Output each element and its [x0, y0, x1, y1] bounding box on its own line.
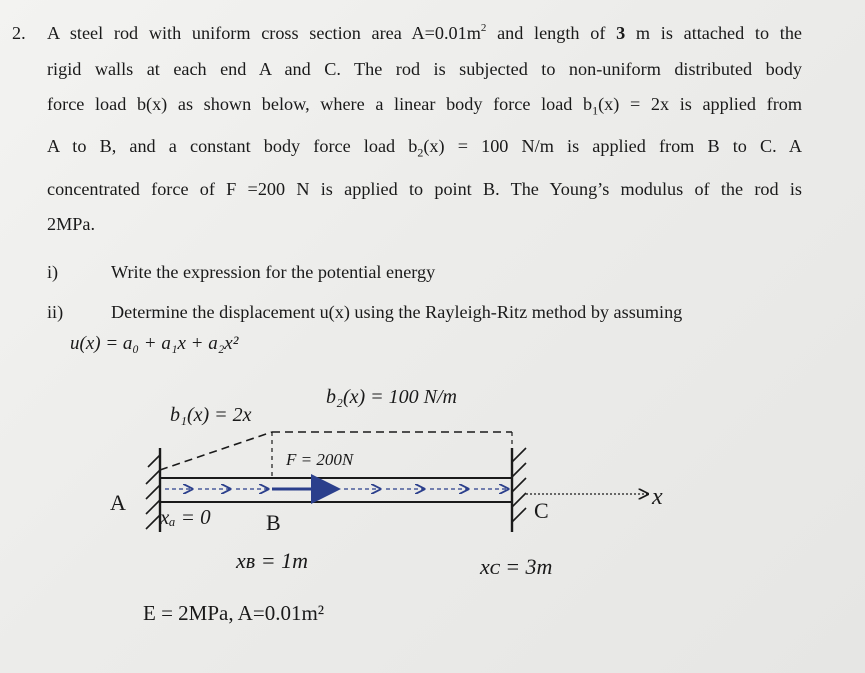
problem-line-2: rigid walls at each end A and C. The rod is subjected to non-uniform distributed body [47, 58, 802, 79]
problem-line-1: A steel rod with uniform cross section area $A=0.01m^2$ and length of 3 m is attached to the [47, 22, 802, 43]
task-text: Write the expression for the potential energy [111, 262, 436, 282]
task-label: i) [47, 262, 59, 282]
wall-c-hatch [512, 448, 526, 522]
point-c-label: C [534, 498, 549, 523]
xb-label: xʙ = 1m [236, 548, 308, 573]
xa-label: xₐ = 0 [160, 505, 211, 529]
task-label: ii) [47, 302, 64, 322]
wall-a-hatch [146, 455, 160, 529]
point-b-label: B [266, 510, 281, 535]
b1-label: b₁(x) = 2x [170, 404, 252, 426]
force-label: F = 200N [286, 450, 354, 469]
b1-load-outline [160, 432, 272, 470]
problem-line-4: A to B, and a constant body force load $b_2(x) = 100$ N/m is applied from B to C. A [47, 136, 803, 161]
b2-label: b₂(x) = 100 N/m [326, 386, 457, 408]
problem-line-5: concentrated force of F =200 N is applied to point B. The Young’s modulus of the rod is [47, 178, 802, 199]
task-text: Determine the displacement u(x) using the Rayleigh-Ritz method by assuming [111, 302, 683, 322]
axis-x-label: x [652, 484, 663, 510]
point-a-label: A [110, 490, 126, 515]
problem-number: 2. [12, 23, 26, 43]
assumed-displacement-form: u(x) = a₀ + a₁x + a₂x² [70, 333, 239, 354]
material-props: E = 2MPa, A=0.01m² [143, 601, 325, 625]
xc-label: xᴄ = 3m [480, 554, 553, 579]
problem-line-3: force load b(x) as shown below, where a linear body force load $b_1(x) = 2x$ is applied from [47, 94, 802, 118]
problem-line-6: 2MPa. [47, 214, 95, 235]
